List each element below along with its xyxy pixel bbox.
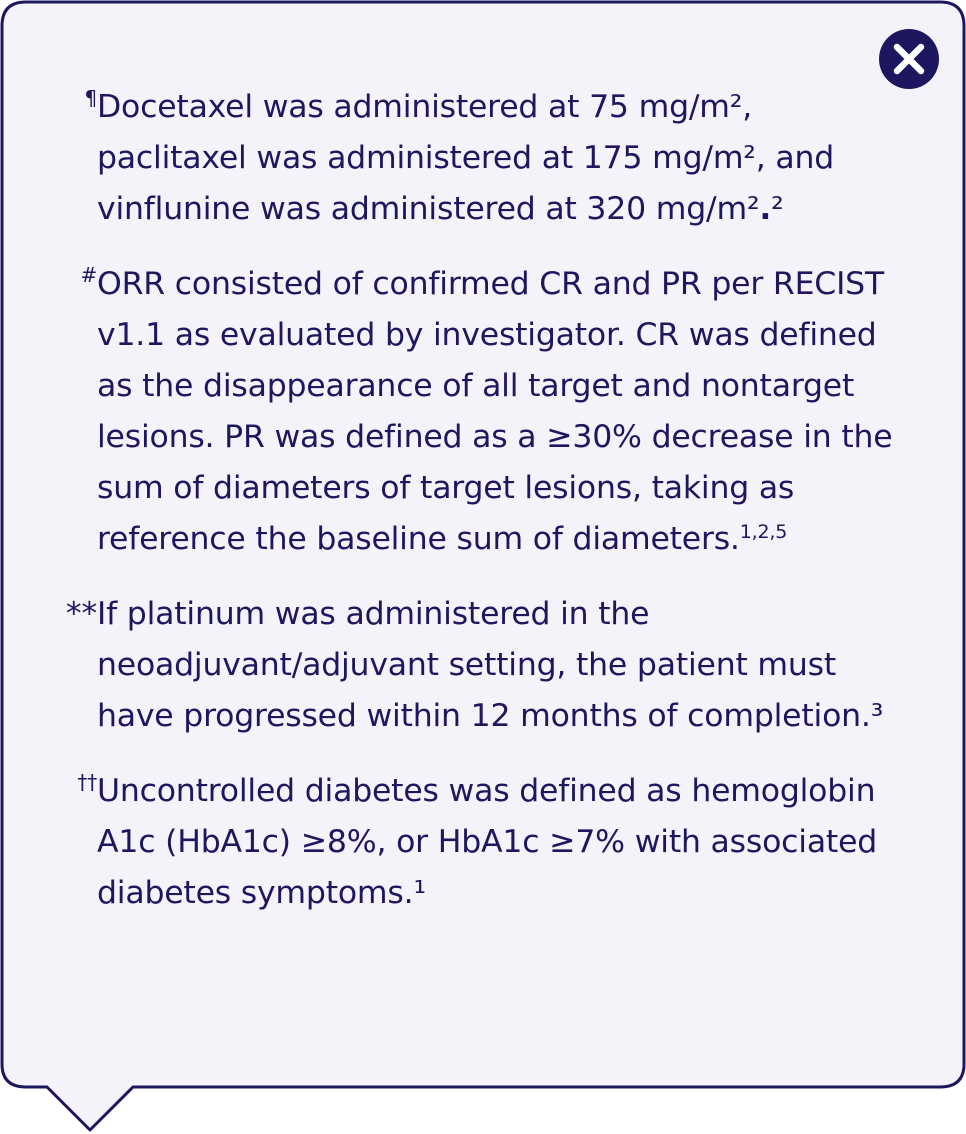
footnote-double-dagger (77, 766, 897, 919)
close-button[interactable] (879, 29, 939, 89)
footnote-text: Docetaxel was administered at 75 mg/m², paclitaxel was administered at 175 mg/m², and vinflunine was administered at 320 mg/m² (97, 89, 835, 227)
footnote-hash (80, 259, 897, 565)
footnote-refs: 1,2,5 (739, 521, 788, 543)
footnote-mark: ** (65, 596, 97, 632)
footnote-mark: †† (77, 770, 97, 794)
footnote-refs: ¹ (413, 875, 426, 911)
close-icon (892, 42, 926, 76)
footnote-ending: . (759, 191, 772, 227)
footnote-double-asterisk (65, 589, 897, 742)
footnote-mark: # (80, 263, 97, 287)
footnote-refs: ² (771, 191, 784, 227)
footnote-text: Uncontrolled diabetes was defined as hemoglobin A1c (HbA1c) ≥8%, or HbA1c ≥7% with associated diabetes symptoms. (97, 773, 878, 911)
footnotes-list (65, 82, 897, 919)
footnote-mark: ¶ (84, 86, 97, 110)
footnote-refs: ³ (870, 698, 884, 734)
footnote-text: If platinum was administered in the neoadjuvant/adjuvant setting, the patient must have progressed within 12 months of completion. (97, 596, 871, 734)
footnote-text: ORR consisted of confirmed CR and PR per RECIST v1.1 as evaluated by investigator. CR was defined as the disappearance of all target and nontarget lesions. PR was defined as a ≥30% decrease in the sum of diameters of target lesions, taking as reference the baseline sum of diameters. (97, 266, 893, 557)
footnote-pilcrow (84, 82, 897, 235)
